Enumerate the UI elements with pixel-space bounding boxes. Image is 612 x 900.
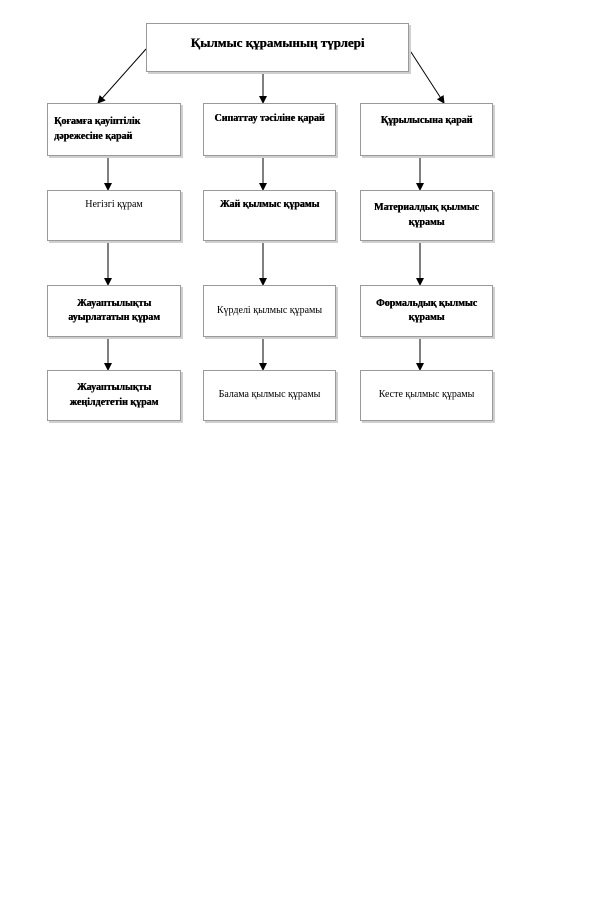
node-basic-composition: Негізгі құрам: [47, 190, 181, 241]
node-truncated-composition: Кесте қылмыс құрамы: [360, 370, 493, 421]
node-aggravating-composition: Жауаптылықты ауырлататын құрам: [47, 285, 181, 337]
node-formal-composition: Формальдық қылмыс құрамы: [360, 285, 493, 337]
column-header-description-method: Сипаттау тәсіліне қарай: [203, 103, 336, 156]
node-material-composition: Материалдық қылмыс құрамы: [360, 190, 493, 241]
node-simple-composition: Жай қылмыс құрамы: [203, 190, 336, 241]
node-alternative-composition: Балама қылмыс құрамы: [203, 370, 336, 421]
node-mitigating-composition: Жауаптылықты жеңілдететін құрам: [47, 370, 181, 421]
root-node: Қылмыс құрамының түрлері: [146, 23, 409, 72]
arrow-root-to-col1: [98, 49, 146, 103]
column-header-structure: Құрылысына қарай: [360, 103, 493, 156]
node-complex-composition: Күрделі қылмыс құрамы: [203, 285, 336, 337]
arrow-root-to-col3: [409, 49, 444, 103]
column-header-danger-level: Қоғамға қауіптілік дәрежесіне қарай: [47, 103, 181, 156]
